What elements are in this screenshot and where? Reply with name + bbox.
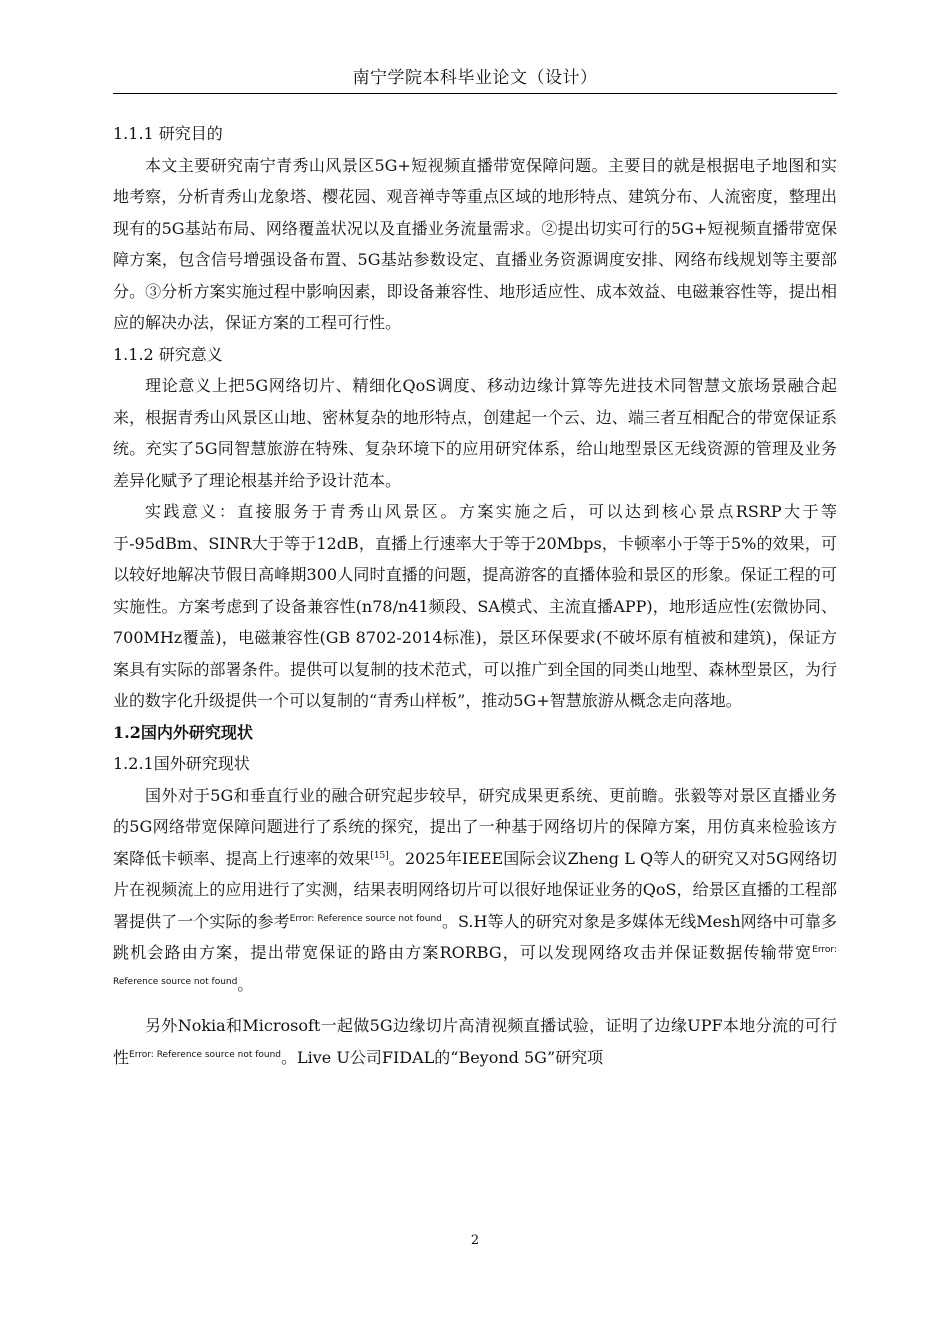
header-rule: [113, 93, 837, 94]
heading-1-2: 1.2国内外研究现状: [113, 722, 253, 742]
reference-error-note: Error: Reference source not found: [289, 913, 442, 924]
paragraph-foreign-research: [113, 780, 837, 1001]
paragraph-text-segment: 另外Nokia和Microsoft一起做5G边缘切片高清视频直播试验，证明了边缘UPF本地分流的可行性: [113, 1016, 837, 1067]
body-text: [113, 118, 837, 1073]
running-header: 南宁学院本科毕业论文（设计）: [352, 68, 598, 88]
reference-error-note: Error: Reference source not found: [113, 945, 837, 987]
heading-1-2-1: 1.2.1国外研究现状: [113, 754, 250, 773]
paragraph-text-segment: 。Live U公司FIDAL的“Beyond 5G”研究项: [281, 1047, 604, 1067]
paragraph-research-purpose: 本文主要研究南宁青秀山风景区5G+短视频直播带宽保障问题。主要目的就是根据电子地图和实地考察，分析青秀山龙象塔、樱花园、观音禅寺等重点区域的地形特点、建筑分布、人流密度，整理出现有的5G基站布局、网络覆盖状况以及直播业务流量需求。②提出切实可行的5G+短视频直播带宽保障方案，包含信号增强设备布置、5G基站参数设定、直播业务资源调度安排、网络布线规划等主要部分。③分析方案实施过程中影响因素，即设备兼容性、地形适应性、成本效益、电磁兼容性等，提出相应的解决办法，保证方案的工程可行性。: [113, 155, 837, 332]
heading-1-1-1: 1.1.1 研究目的: [113, 124, 223, 143]
paragraph-theoretical-significance: 理论意义上把5G网络切片、精细化QoS调度、移动边缘计算等先进技术同智慧文旅场景融合起来，根据青秀山风景区山地、密林复杂的地形特点，创建起一个云、边、端三者互相配合的带宽保证系统。充实了5G同智慧旅游在特殊、复杂环境下的应用研究体系，给山地型景区无线资源的管理及业务差异化赋予了理论根基并给予设计范本。: [113, 376, 837, 490]
paragraph-edge-slicing-trial: [113, 1010, 837, 1073]
heading-1-1-2: 1.1.2 研究意义: [113, 344, 223, 364]
reference-error-note: Error: Reference source not found: [129, 1049, 282, 1060]
paragraph-text-segment: 。2025年IEEE国际会议Zheng L Q等人的研究又对5G网络切片在视频流上的应用进行了实测，结果表明网络切片可以很好地保证业务的QoS，给景区直播的工程部署提供了一个实际的参考: [113, 848, 837, 931]
paragraph-text-segment: 国外对于5G和垂直行业的融合研究起步较早，研究成果更系统、更前瞻。张毅等对景区直播业务的5G网络带宽保障问题进行了系统的探究，提出了一种基于网络切片的保障方案，用仿真来检验该方案降低卡顿率、提高上行速率的效果: [113, 785, 837, 868]
paragraph-text-segment: 。S.H等人的研究对象是多媒体无线Mesh网络中可靠多跳机会路由方案，提出带宽保证的路由方案RORBG，可以发现网络攻击并保证数据传输带宽: [113, 911, 837, 962]
paragraph-practical-significance: 实践意义：直接服务于青秀山风景区。方案实施之后，可以达到核心景点RSRP大于等于-95dBm、SINR大于等于12dB，直播上行速率大于等于20Mbps，卡顿率小于等于5%的效果，可以较好地解决节假日高峰期300人同时直播的问题，提高游客的直播体验和景区的形象。保证工程的可实施性。方案考虑到了设备兼容性(n78/n41频段、SA模式、主流直播APP)，地形适应性(宏微协同、700MHz覆盖)，电磁兼容性(GB 8702-2014标准)，景区环保要求(不破坏原有植被和建筑)，保证方案具有实际的部署条件。提供可以复制的技术范式，可以推广到全国的同类山地型、森林型景区，为行业的数字化升级提供一个可以复制的“青秀山样板”，推动5G+智慧旅游从概念走向落地。: [113, 502, 837, 710]
page-number: 2: [470, 1233, 480, 1248]
paragraph-gap: [113, 1000, 837, 1010]
paragraph-text-segment: 。: [237, 974, 254, 994]
citation-reference: [15]: [370, 850, 389, 861]
